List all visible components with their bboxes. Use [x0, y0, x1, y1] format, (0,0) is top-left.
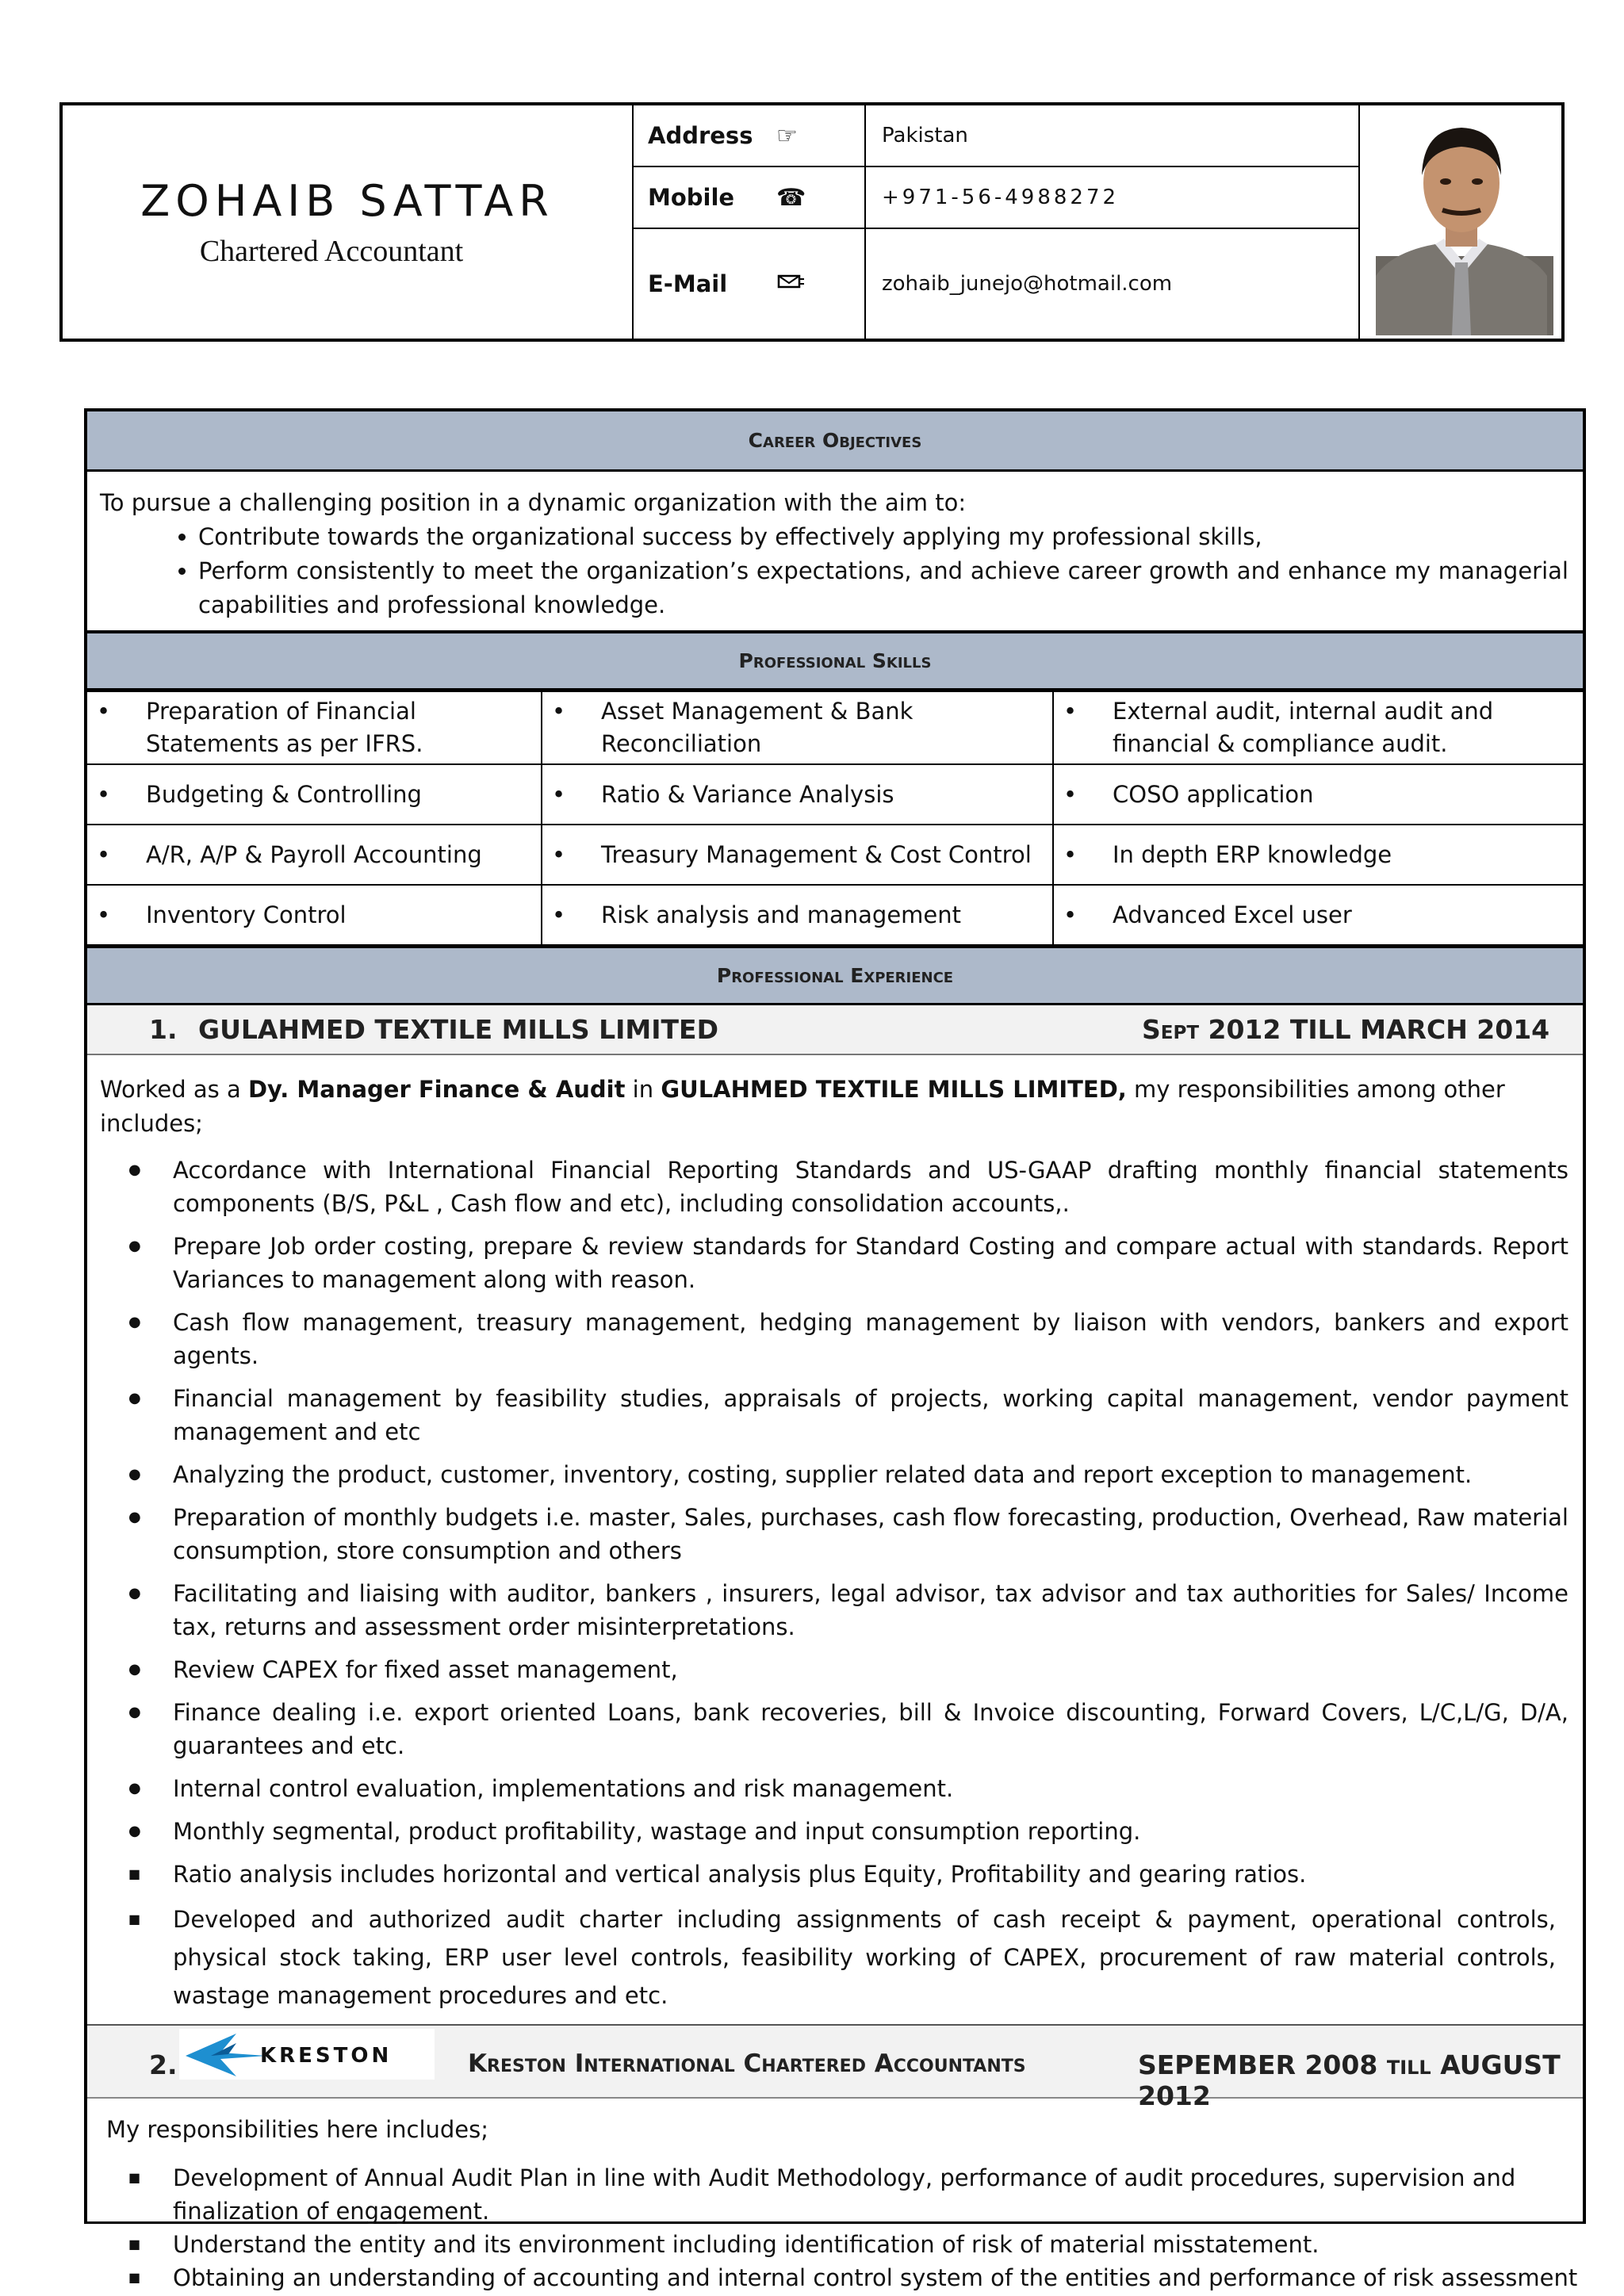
- skill-cell: • Asset Management & Bank Reconciliation: [542, 691, 1053, 764]
- intro-prefix: Worked as a: [100, 1076, 248, 1103]
- intro-role: Dy. Manager Finance & Audit: [247, 1076, 626, 1103]
- job-number: 2.: [149, 2049, 178, 2080]
- job-company: Kreston International Chartered Accountants: [468, 2049, 1026, 2078]
- job-company: GULAHMED TEXTILE MILLS LIMITED: [198, 1014, 718, 1045]
- contact-row-mobile: [634, 167, 1358, 229]
- skill-text: Inventory Control: [146, 901, 347, 928]
- address-label-cell: [634, 105, 866, 166]
- responsibility-item: ● Monthly segmental, product profitability, wastage and input consumption reporting.: [173, 1815, 1568, 1848]
- job-header-gulahmed: [87, 1003, 1583, 1055]
- objective-list: [100, 520, 1568, 622]
- professional-experience-heading: Professional Experience: [87, 946, 1583, 1003]
- skill-text: Asset Management & Bank Reconciliation: [601, 698, 914, 757]
- professional-skills-heading: Professional Skills: [87, 630, 1583, 691]
- address-label: Address: [648, 122, 753, 149]
- email-value[interactable]: zohaib_junejo@hotmail.com: [882, 272, 1173, 296]
- skill-cell: • Preparation of Financial Statements as per IFRS.: [87, 691, 542, 764]
- skill-text: External audit, internal audit and financial & compliance audit.: [1113, 698, 1494, 757]
- skills-row: [87, 691, 1583, 764]
- skill-text: Treasury Management & Cost Control: [601, 840, 1032, 868]
- mailbox-icon: [776, 269, 805, 299]
- job-intro: My responsibilities here includes;: [106, 2116, 489, 2143]
- responsibility-item: ■ Development of Annual Audit Plan in line with Audit Methodology, performance of audit procedures, supervision and finalization of engagement.: [173, 2161, 1568, 2228]
- skills-row: [87, 885, 1583, 945]
- responsibility-item: ■ Understand the entity and its environment including identification of risk of material misstatement.: [173, 2228, 1568, 2261]
- job-dates: Sept 2012 TILL MARCH 2014: [1142, 1014, 1550, 1045]
- skill-cell: • External audit, internal audit and financial & compliance audit.: [1053, 691, 1583, 764]
- responsibility-item: ● Prepare Job order costing, prepare & review standards for Standard Costing and compare actual with standards. Report Variances to management along with reason.: [173, 1230, 1568, 1296]
- responsibility-item: ● Financial management by feasibility studies, appraisals of projects, working capital management, vendor payment management and etc: [173, 1382, 1568, 1448]
- skill-text: Budgeting & Controlling: [146, 780, 422, 808]
- job-dates-start: SEPEMBER 2008: [1138, 2049, 1378, 2080]
- skill-cell: • Ratio & Variance Analysis: [542, 764, 1053, 825]
- job-dates-till: TILL: [1386, 2057, 1431, 2079]
- objective-point: • Contribute towards the organizational success by effectively applying my professional skills,: [198, 520, 1568, 554]
- responsibility-item: ● Cash flow management, treasury management, hedging management by liaison with vendors, bankers and export agents.: [173, 1306, 1568, 1372]
- email-label-cell: [634, 229, 866, 339]
- email-label: E-Mail: [648, 270, 728, 297]
- telephone-icon: ☎: [776, 183, 806, 212]
- mobile-label: Mobile: [648, 184, 735, 211]
- objective-point: • Perform consistently to meet the organization’s expectations, and achieve career growth and enhance my managerial capabilities and professional knowledge.: [198, 554, 1568, 622]
- skill-text: A/R, A/P & Payroll Accounting: [146, 840, 482, 868]
- contact-grid: [634, 105, 1358, 339]
- skills-row: [87, 764, 1583, 825]
- responsibility-item: ● Finance dealing i.e. export oriented Loans, bank recoveries, bill & Invoice discounting, Forward Covers, L/C,L/G, D/A, guarantees and etc.: [173, 1696, 1568, 1762]
- address-value: Pakistan: [882, 124, 968, 147]
- skills-table: [87, 691, 1583, 946]
- mobile-label-cell: [634, 167, 866, 228]
- skill-text: COSO application: [1113, 780, 1314, 808]
- skill-text: Risk analysis and management: [601, 901, 962, 928]
- responsibility-item: ● Internal control evaluation, implementations and risk management.: [173, 1772, 1568, 1805]
- objective-intro: To pursue a challenging position in a dynamic organization with the aim to:: [100, 489, 967, 516]
- job-responsibilities: [87, 1154, 1583, 2015]
- kreston-logo-text: KRESTON: [260, 2044, 393, 2068]
- skill-cell: • A/R, A/P & Payroll Accounting: [87, 825, 542, 885]
- candidate-name: ZOHAIB SATTAR: [140, 175, 554, 226]
- mobile-value: +971-56-4988272: [882, 186, 1120, 209]
- name-block: [63, 105, 634, 339]
- responsibility-item: ■ Obtaining an understanding of accounting and internal control system of the entities and performance of risk assessment: [173, 2261, 1568, 2294]
- skill-cell: • COSO application: [1053, 764, 1583, 825]
- intro-mid: in: [625, 1076, 661, 1103]
- profile-photo: [1358, 105, 1561, 339]
- skill-text: Ratio & Variance Analysis: [601, 780, 894, 808]
- contact-row-address: [634, 105, 1358, 167]
- hand-pointing-icon: ☞: [776, 121, 798, 150]
- skill-text: Advanced Excel user: [1113, 901, 1352, 928]
- job-header-kreston: [87, 2024, 1583, 2111]
- responsibility-item: ■ Developed and authorized audit charter including assignments of cash receipt & payment, operational controls, physical stock taking, ERP user level controls, feasibility working of CAPEX, procurement of raw material controls, wastage management procedures and etc.: [173, 1900, 1568, 2015]
- intro-suffix: my responsibilities among other includes;: [100, 1076, 1505, 1137]
- career-objectives: [87, 472, 1583, 630]
- responsibility-item: ● Accordance with International Financial Reporting Standards and US-GAAP drafting monthly financial statements components (B/S, P&L , Cash flow and etc), including consolidation accounts,.: [173, 1154, 1568, 1220]
- responsibility-item: ● Analyzing the product, customer, inventory, costing, supplier related data and report exception to management.: [173, 1458, 1568, 1491]
- skill-cell: • Risk analysis and management: [542, 885, 1053, 945]
- resume-body: [84, 408, 1586, 2291]
- candidate-title: Chartered Accountant: [199, 234, 464, 268]
- resume-header: [59, 102, 1565, 342]
- responsibility-item: ■ Ratio analysis includes horizontal and vertical analysis plus Equity, Profitability and gearing ratios.: [173, 1858, 1568, 1891]
- skill-text: In depth ERP knowledge: [1113, 840, 1392, 868]
- contact-row-email: [634, 229, 1358, 339]
- job-dates: [1138, 2049, 1583, 2111]
- intro-company: GULAHMED TEXTILE MILLS LIMITED,: [661, 1076, 1127, 1103]
- skill-cell: • In depth ERP knowledge: [1053, 825, 1583, 885]
- job-dates-end: AUGUST 2012: [1138, 2049, 1561, 2111]
- skills-row: [87, 825, 1583, 885]
- responsibility-item: ● Review CAPEX for fixed asset management,: [173, 1653, 1568, 1686]
- career-objectives-heading: Career Objectives: [87, 411, 1583, 472]
- job-intro: [87, 1055, 1583, 1144]
- responsibility-item: ● Facilitating and liaising with auditor, bankers , insurers, legal advisor, tax advisor and tax authorities for Sales/ Income tax, returns and assessment order misinterpretations.: [173, 1577, 1568, 1644]
- job-responsibilities: [87, 2161, 1583, 2294]
- kreston-logo: [179, 2029, 435, 2080]
- skill-cell: • Budgeting & Controlling: [87, 764, 542, 825]
- skill-cell: • Treasury Management & Cost Control: [542, 825, 1053, 885]
- responsibility-item: ● Preparation of monthly budgets i.e. master, Sales, purchases, cash flow forecasting, production, Overhead, Raw material consumption, store consumption and others: [173, 1501, 1568, 1567]
- skill-cell: • Inventory Control: [87, 885, 542, 945]
- skill-cell: • Advanced Excel user: [1053, 885, 1583, 945]
- skill-text: Preparation of Financial Statements as per IFRS.: [146, 698, 423, 757]
- job-number: 1.: [149, 1014, 178, 1045]
